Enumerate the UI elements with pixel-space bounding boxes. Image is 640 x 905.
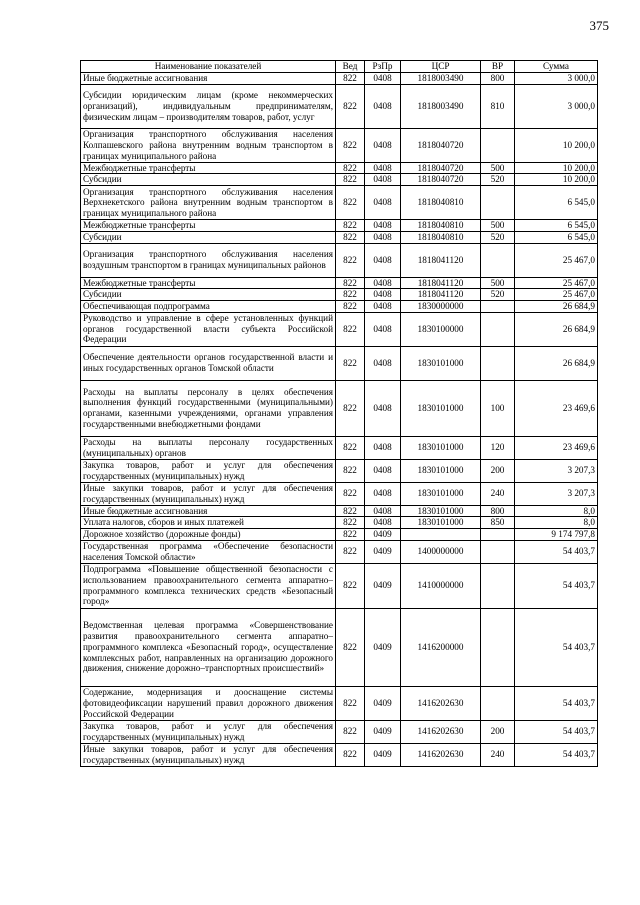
cell-name: Межбюджетные трансферты xyxy=(81,277,336,289)
table-row xyxy=(81,686,598,720)
table-row xyxy=(81,380,598,436)
table-row xyxy=(81,162,598,174)
cell-sum: 10 200,0 xyxy=(515,174,598,186)
cell-vr xyxy=(481,686,515,720)
header-sum: Сумма xyxy=(515,61,598,73)
cell-csr: 1416202630 xyxy=(401,743,481,766)
cell-vr xyxy=(481,243,515,277)
cell-csr: 1818003490 xyxy=(401,73,481,85)
cell-rzpr: 0409 xyxy=(365,720,401,743)
cell-name: Межбюджетные трансферты xyxy=(81,162,336,174)
cell-name: Субсидии юридическим лицам (кроме некоммерческих организаций), индивидуальным предпринимателям, физическим лицам – производителям товаров, работ, услуг xyxy=(81,84,336,128)
cell-name: Руководство и управление в сфере установленных функций органов государственной власти субъекта Российской Федерации xyxy=(81,312,336,346)
table-row xyxy=(81,312,598,346)
cell-vr xyxy=(481,563,515,608)
cell-csr: 1818040720 xyxy=(401,174,481,186)
cell-ved: 822 xyxy=(336,162,365,174)
cell-ved: 822 xyxy=(336,84,365,128)
cell-rzpr: 0408 xyxy=(365,459,401,482)
table-row xyxy=(81,540,598,563)
cell-name: Организация транспортного обслуживания населения Верхнекетского района внутренним водным транспортом в границах муниципального района xyxy=(81,186,336,220)
cell-sum: 9 174 797,8 xyxy=(515,529,598,541)
cell-ved: 822 xyxy=(336,277,365,289)
cell-vr: 800 xyxy=(481,505,515,517)
cell-sum: 10 200,0 xyxy=(515,128,598,162)
cell-csr: 1818040810 xyxy=(401,220,481,232)
cell-vr: 200 xyxy=(481,459,515,482)
table-row xyxy=(81,84,598,128)
cell-name: Иные бюджетные ассигнования xyxy=(81,73,336,85)
cell-name: Ведомственная целевая программа «Совершенствование развития правоохранительного сегмента аппаратно–программного комплекса «Безопасный город», осуществление комплексных работ, направленных на организацию дорожного движения, снижение дорожно–транспортных происшествий» xyxy=(81,608,336,686)
cell-ved: 822 xyxy=(336,517,365,529)
cell-name: Расходы на выплаты персоналу в целях обеспечения выполнения функций государственными (муниципальными) органами, казенными учреждениями, органами управления государственными внебюджетными фондами xyxy=(81,380,336,436)
budget-table xyxy=(80,60,598,767)
table-row xyxy=(81,517,598,529)
cell-csr: 1830000000 xyxy=(401,300,481,312)
cell-ved: 822 xyxy=(336,346,365,380)
cell-csr: 1410000000 xyxy=(401,563,481,608)
cell-ved: 822 xyxy=(336,186,365,220)
table-row xyxy=(81,563,598,608)
cell-vr: 240 xyxy=(481,482,515,505)
table-row xyxy=(81,277,598,289)
cell-ved: 822 xyxy=(336,563,365,608)
cell-rzpr: 0408 xyxy=(365,312,401,346)
cell-vr: 800 xyxy=(481,73,515,85)
cell-ved: 822 xyxy=(336,686,365,720)
cell-vr: 100 xyxy=(481,380,515,436)
table-body xyxy=(81,73,598,767)
cell-name: Обеспечивающая подпрограмма xyxy=(81,300,336,312)
cell-csr: 1818041120 xyxy=(401,277,481,289)
cell-vr: 810 xyxy=(481,84,515,128)
cell-name: Межбюджетные трансферты xyxy=(81,220,336,232)
cell-name: Иные закупки товаров, работ и услуг для обеспечения государственных (муниципальных) нужд xyxy=(81,482,336,505)
cell-sum: 26 684,9 xyxy=(515,346,598,380)
cell-csr: 1830101000 xyxy=(401,482,481,505)
cell-name: Организация транспортного обслуживания населения воздушным транспортом в границах муниципальных районов xyxy=(81,243,336,277)
cell-ved: 822 xyxy=(336,174,365,186)
cell-csr: 1830101000 xyxy=(401,459,481,482)
cell-rzpr: 0409 xyxy=(365,743,401,766)
header-vr: ВР xyxy=(481,61,515,73)
cell-rzpr: 0408 xyxy=(365,73,401,85)
cell-csr: 1416202630 xyxy=(401,686,481,720)
cell-csr xyxy=(401,529,481,541)
table-row xyxy=(81,186,598,220)
table-row xyxy=(81,505,598,517)
table-row xyxy=(81,608,598,686)
cell-name: Организация транспортного обслуживания населения Колпашевского района внутренним водным транспортом в границах муниципального района xyxy=(81,128,336,162)
cell-ved: 822 xyxy=(336,743,365,766)
cell-csr: 1818003490 xyxy=(401,84,481,128)
table-row xyxy=(81,743,598,766)
cell-sum: 3 000,0 xyxy=(515,73,598,85)
cell-ved: 822 xyxy=(336,300,365,312)
cell-ved: 822 xyxy=(336,73,365,85)
header-ved: Вед xyxy=(336,61,365,73)
cell-rzpr: 0408 xyxy=(365,346,401,380)
cell-rzpr: 0408 xyxy=(365,505,401,517)
cell-vr: 500 xyxy=(481,277,515,289)
cell-sum: 8,0 xyxy=(515,505,598,517)
cell-vr xyxy=(481,128,515,162)
cell-sum: 54 403,7 xyxy=(515,563,598,608)
cell-csr: 1818040720 xyxy=(401,162,481,174)
cell-ved: 822 xyxy=(336,482,365,505)
page-number: 375 xyxy=(589,18,609,33)
cell-name: Дорожное хозяйство (дорожные фонды) xyxy=(81,529,336,541)
cell-ved: 822 xyxy=(336,289,365,301)
cell-name: Закупка товаров, работ и услуг для обеспечения государственных (муниципальных) нужд xyxy=(81,720,336,743)
cell-rzpr: 0408 xyxy=(365,436,401,459)
header-csr: ЦСР xyxy=(401,61,481,73)
cell-ved: 822 xyxy=(336,128,365,162)
cell-rzpr: 0408 xyxy=(365,482,401,505)
cell-name: Закупка товаров, работ и услуг для обеспечения государственных (муниципальных) нужд xyxy=(81,459,336,482)
cell-csr: 1818040810 xyxy=(401,186,481,220)
cell-csr: 1416202630 xyxy=(401,720,481,743)
cell-ved: 822 xyxy=(336,608,365,686)
cell-name: Государственная программа «Обеспечение безопасности населения Томской области» xyxy=(81,540,336,563)
cell-rzpr: 0408 xyxy=(365,186,401,220)
cell-vr: 500 xyxy=(481,162,515,174)
cell-sum: 54 403,7 xyxy=(515,743,598,766)
cell-vr: 520 xyxy=(481,231,515,243)
cell-ved: 822 xyxy=(336,312,365,346)
cell-ved: 822 xyxy=(336,720,365,743)
cell-sum: 23 469,6 xyxy=(515,436,598,459)
cell-rzpr: 0408 xyxy=(365,84,401,128)
cell-rzpr: 0408 xyxy=(365,174,401,186)
cell-vr xyxy=(481,529,515,541)
cell-csr: 1830101000 xyxy=(401,380,481,436)
cell-sum: 3 000,0 xyxy=(515,84,598,128)
cell-rzpr: 0408 xyxy=(365,289,401,301)
cell-csr: 1818041120 xyxy=(401,289,481,301)
table-row xyxy=(81,289,598,301)
cell-csr: 1400000000 xyxy=(401,540,481,563)
cell-rzpr: 0409 xyxy=(365,608,401,686)
table-row xyxy=(81,174,598,186)
cell-sum: 26 684,9 xyxy=(515,300,598,312)
cell-rzpr: 0408 xyxy=(365,162,401,174)
table-row xyxy=(81,529,598,541)
cell-name: Подпрограмма «Повышение общественной безопасности с использованием правоохранительного сегмента аппаратно–программного комплекса технических средств «Безопасный город» xyxy=(81,563,336,608)
cell-vr xyxy=(481,186,515,220)
cell-rzpr: 0408 xyxy=(365,128,401,162)
cell-vr: 520 xyxy=(481,289,515,301)
cell-rzpr: 0408 xyxy=(365,517,401,529)
cell-sum: 23 469,6 xyxy=(515,380,598,436)
cell-sum: 3 207,3 xyxy=(515,482,598,505)
cell-name: Расходы на выплаты персоналу государственных (муниципальных) органов xyxy=(81,436,336,459)
table-row xyxy=(81,220,598,232)
cell-vr: 500 xyxy=(481,220,515,232)
cell-rzpr: 0408 xyxy=(365,231,401,243)
table-header-row xyxy=(81,61,598,73)
cell-sum: 54 403,7 xyxy=(515,608,598,686)
cell-name: Субсидии xyxy=(81,289,336,301)
cell-ved: 822 xyxy=(336,459,365,482)
cell-name: Уплата налогов, сборов и иных платежей xyxy=(81,517,336,529)
table-row xyxy=(81,482,598,505)
cell-csr: 1818040720 xyxy=(401,128,481,162)
cell-csr: 1830101000 xyxy=(401,346,481,380)
cell-ved: 822 xyxy=(336,540,365,563)
table-row xyxy=(81,720,598,743)
cell-csr: 1416200000 xyxy=(401,608,481,686)
cell-sum: 25 467,0 xyxy=(515,277,598,289)
cell-vr xyxy=(481,608,515,686)
cell-sum: 10 200,0 xyxy=(515,162,598,174)
cell-name: Обеспечение деятельности органов государственной власти и иных государственных органов Томской области xyxy=(81,346,336,380)
table-row xyxy=(81,231,598,243)
header-name: Наименование показателей xyxy=(81,61,336,73)
cell-ved: 822 xyxy=(336,380,365,436)
cell-name: Субсидии xyxy=(81,174,336,186)
header-rzpr: РзПр xyxy=(365,61,401,73)
cell-name: Иные бюджетные ассигнования xyxy=(81,505,336,517)
cell-vr xyxy=(481,540,515,563)
cell-ved: 822 xyxy=(336,220,365,232)
table-row xyxy=(81,459,598,482)
cell-rzpr: 0408 xyxy=(365,380,401,436)
cell-name: Иные закупки товаров, работ и услуг для обеспечения государственных (муниципальных) нужд xyxy=(81,743,336,766)
cell-vr xyxy=(481,312,515,346)
cell-sum: 54 403,7 xyxy=(515,540,598,563)
cell-vr: 120 xyxy=(481,436,515,459)
cell-rzpr: 0408 xyxy=(365,220,401,232)
cell-sum: 54 403,7 xyxy=(515,720,598,743)
cell-rzpr: 0409 xyxy=(365,529,401,541)
cell-vr: 520 xyxy=(481,174,515,186)
cell-sum: 6 545,0 xyxy=(515,186,598,220)
cell-rzpr: 0408 xyxy=(365,243,401,277)
table-row xyxy=(81,436,598,459)
cell-ved: 822 xyxy=(336,436,365,459)
cell-csr: 1830101000 xyxy=(401,517,481,529)
cell-rzpr: 0409 xyxy=(365,540,401,563)
cell-csr: 1818040810 xyxy=(401,231,481,243)
cell-sum: 8,0 xyxy=(515,517,598,529)
cell-name: Субсидии xyxy=(81,231,336,243)
cell-csr: 1818041120 xyxy=(401,243,481,277)
cell-ved: 822 xyxy=(336,505,365,517)
table-row xyxy=(81,300,598,312)
cell-csr: 1830101000 xyxy=(401,505,481,517)
cell-vr: 850 xyxy=(481,517,515,529)
cell-sum: 25 467,0 xyxy=(515,243,598,277)
cell-rzpr: 0409 xyxy=(365,686,401,720)
cell-rzpr: 0409 xyxy=(365,563,401,608)
cell-vr xyxy=(481,346,515,380)
table-row xyxy=(81,243,598,277)
cell-sum: 6 545,0 xyxy=(515,220,598,232)
cell-sum: 54 403,7 xyxy=(515,686,598,720)
table-row xyxy=(81,73,598,85)
cell-csr: 1830100000 xyxy=(401,312,481,346)
cell-rzpr: 0408 xyxy=(365,277,401,289)
cell-vr: 200 xyxy=(481,720,515,743)
cell-sum: 6 545,0 xyxy=(515,231,598,243)
cell-sum: 3 207,3 xyxy=(515,459,598,482)
table-row xyxy=(81,346,598,380)
cell-vr xyxy=(481,300,515,312)
cell-ved: 822 xyxy=(336,243,365,277)
table-row xyxy=(81,128,598,162)
cell-csr: 1830101000 xyxy=(401,436,481,459)
cell-name: Содержание, модернизация и дооснащение системы фотовидеофиксации нарушений правил дорожного движения Российской Федерации xyxy=(81,686,336,720)
cell-rzpr: 0408 xyxy=(365,300,401,312)
cell-sum: 25 467,0 xyxy=(515,289,598,301)
cell-ved: 822 xyxy=(336,529,365,541)
cell-vr: 240 xyxy=(481,743,515,766)
cell-sum: 26 684,9 xyxy=(515,312,598,346)
cell-ved: 822 xyxy=(336,231,365,243)
